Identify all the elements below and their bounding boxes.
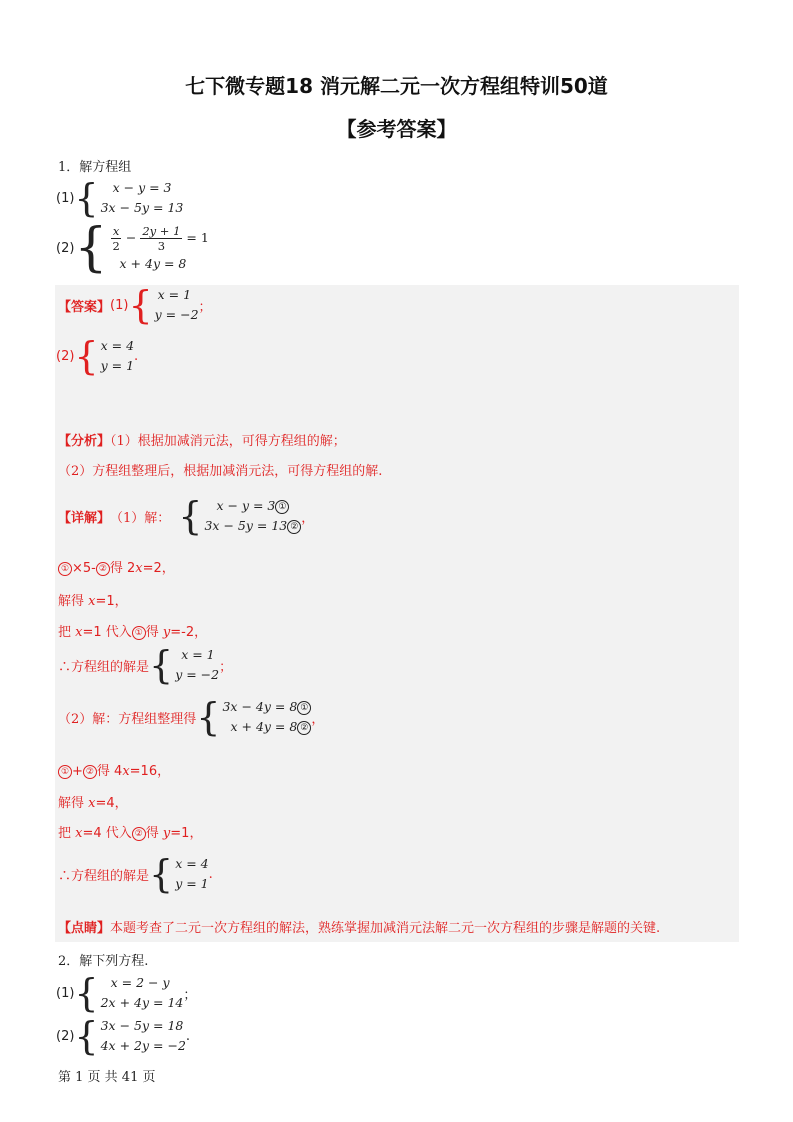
circle-2-icon: ② [132, 827, 146, 841]
detail-part2-eq1: 3x − 4y = 8 ① [222, 697, 311, 717]
detail-step4: ① + ② 得 4x=16， [58, 760, 170, 779]
q1-stem: 1．解方程组 [58, 160, 132, 175]
q2-part1-end: ； [183, 987, 197, 1003]
detail-part2-result-eq1: x = 4 [175, 856, 209, 871]
detail-part1-result-intro: ∴方程组的解是 [58, 659, 150, 675]
detail-part2-result-eq2: y = 1 [175, 876, 209, 891]
analysis-line1 [58, 430, 346, 449]
q1-part1-system [56, 178, 183, 218]
page-title: 七下微专题18 消元解二元一次方程组特训50道 [185, 74, 608, 98]
comment-text: 本题考查了二元一次方程组的解法，熟练掌握加减消元法解二元一次方程组的步骤是解题的关键. [110, 921, 661, 936]
brace-icon: { [196, 695, 221, 739]
detail-part1-result-end: ； [219, 659, 233, 675]
brace-icon: { [74, 1014, 99, 1058]
circle-2-icon: ② [83, 765, 97, 779]
q1-part1-eq1: x − y = 3 [112, 180, 172, 195]
answer-part2-eq2: y = 1 [100, 358, 135, 373]
page-footer: 第 1 页 共 41 页 [58, 1070, 156, 1085]
circle-2-icon: ② [96, 562, 110, 576]
circle-2-icon: ② [287, 520, 301, 534]
detail-part1-comma: ， [301, 510, 315, 526]
detail-step6: 把 x=4 代入 ② 得 y=1， [58, 826, 203, 841]
answer-part2-label: (2) [56, 348, 75, 364]
detail-part2-result-intro: ∴方程组的解是 [58, 868, 150, 884]
circle-1-icon: ① [297, 701, 311, 715]
detail-tag: 【详解】 [58, 510, 111, 526]
analysis-line2: （2）方程组整理后，根据加减消元法，可得方程组的解. [58, 464, 383, 479]
answer-part1-eq2: y = −2 [154, 307, 199, 322]
brace-icon: { [128, 283, 153, 327]
brace-icon: { [74, 971, 99, 1015]
detail-part1-result [58, 645, 232, 685]
brace-icon: { [74, 334, 99, 378]
analysis-tag: 【分析】 [58, 434, 111, 449]
q2-part2-label: (2) [56, 1028, 75, 1044]
comment-tag: 【点睛】 [58, 921, 111, 936]
analysis-text1: （1）根据加减消元法，可得方程组的解； [110, 434, 346, 449]
brace-icon: { [178, 494, 203, 538]
q1-part1-label: (1) [56, 190, 75, 206]
q1-part1-eq2: 3x − 5y = 13 [100, 200, 184, 215]
page-subtitle: 【参考答案】 [336, 117, 457, 141]
q2-part1-label: (1) [56, 985, 75, 1001]
answer-part1-eq1: x = 1 [157, 287, 192, 302]
detail-part2-comma: ， [311, 711, 325, 727]
circle-1-icon: ① [132, 626, 146, 640]
detail-part2-result-end: . [208, 866, 213, 882]
answer-tag: 【答案】 [58, 299, 111, 315]
detail-part2-eq2: x + 4y = 8 ② [222, 717, 311, 737]
detail-step5: 解得 x=4， [58, 796, 128, 811]
answer-part2 [56, 336, 138, 376]
circle-1-icon: ① [58, 765, 72, 779]
answer-part2-eq1: x = 4 [100, 338, 135, 353]
detail-part2-intro: （2）解：方程组整理得 [58, 711, 197, 727]
detail-part2-system [58, 697, 324, 737]
detail-part1-eq1: x − y = 3 ① [204, 496, 301, 516]
circle-1-icon: ① [275, 500, 289, 514]
detail-part1-result-eq1: x = 1 [181, 647, 215, 662]
q1-part2-eq1: $\frac{x}{2}$ − $\frac{2y + 1}{3}$ = 1 [112, 223, 209, 253]
q2-part1-eq1: x = 2 − y [110, 975, 170, 990]
answer-part1 [58, 285, 212, 325]
q2-stem: 2．解下列方程. [58, 954, 149, 969]
q2-part2-end: . [185, 1028, 191, 1044]
detail-part1-intro: （1）解： [110, 510, 171, 526]
q2-part1-system [56, 973, 196, 1013]
brace-icon: { [149, 643, 174, 687]
detail-part2-result [58, 854, 213, 894]
brace-icon: { [74, 176, 99, 220]
fraction-2y-plus-1-over-3: $\frac{2y + 1}{3}$ [142, 223, 181, 253]
detail-step1: ① ×5- ② 得 2x=2， [58, 557, 175, 576]
detail-step3: 把 x=1 代入 ① 得 y=-2， [58, 625, 208, 640]
answer-part1-end: ； [198, 299, 212, 315]
q1-part2-eq2: x + 4y = 8 [119, 256, 187, 271]
brace-icon: { [149, 852, 174, 896]
detail-part1-system [58, 496, 314, 536]
brace-icon: { [74, 218, 108, 278]
circle-1-icon: ① [58, 562, 72, 576]
q1-part2-label: (2) [56, 240, 75, 256]
detail-step2: 解得 x=1， [58, 594, 128, 609]
q1-part2-system [56, 218, 209, 278]
answer-part1-label: (1) [110, 297, 129, 313]
detail-part1-result-eq2: y = −2 [175, 667, 220, 682]
q2-part2-eq1: 3x − 5y = 18 [100, 1018, 184, 1033]
circle-2-icon: ② [297, 721, 311, 735]
comment-line [58, 917, 660, 936]
q2-part2-eq2: 4x + 2y = −2 [100, 1038, 186, 1053]
detail-part1-eq2: 3x − 5y = 13 ② [204, 516, 301, 536]
answer-panel [55, 285, 739, 942]
answer-part2-end: . [134, 348, 139, 364]
fraction-x-over-2: $\frac{x}{2}$ [112, 223, 120, 253]
q2-part2-system [56, 1016, 190, 1056]
q2-part1-eq2: 2x + 4y = 14 [100, 995, 184, 1010]
